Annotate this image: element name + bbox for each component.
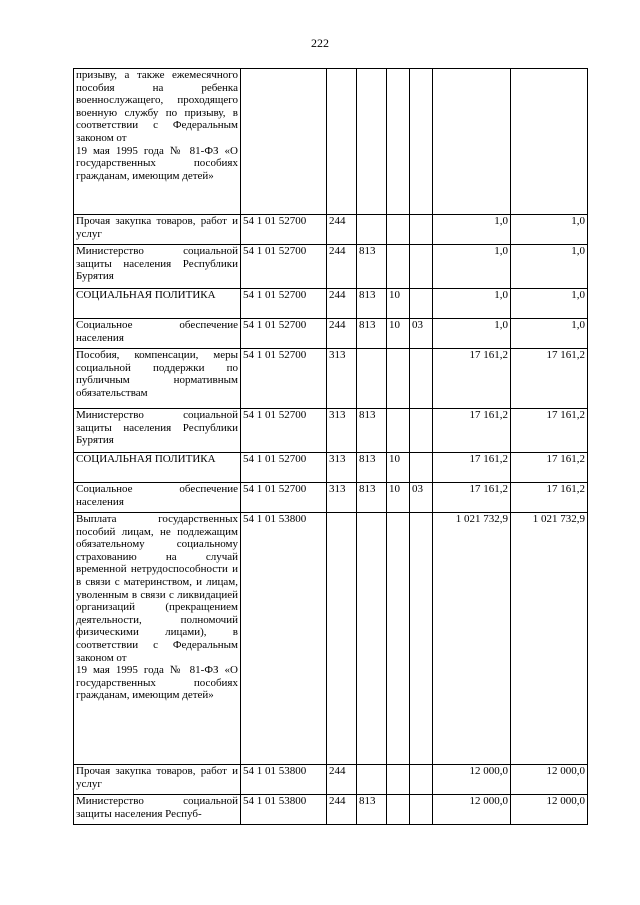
row-administrator-code xyxy=(357,513,387,765)
table-row xyxy=(74,765,588,795)
table-row xyxy=(74,245,588,289)
row-administrator-code: 813 xyxy=(357,483,387,513)
row-target-code: 54 1 01 52700 xyxy=(241,409,327,453)
row-target-code: 54 1 01 52700 xyxy=(241,453,327,483)
row-sum-2: 1,0 xyxy=(511,245,588,289)
row-target-code: 54 1 01 53800 xyxy=(241,765,327,795)
row-expense-type: 244 xyxy=(327,245,357,289)
row-expense-type: 244 xyxy=(327,289,357,319)
row-subsection xyxy=(410,513,433,765)
row-administrator-code: 813 xyxy=(357,319,387,349)
row-subsection xyxy=(410,795,433,825)
budget-table xyxy=(73,68,588,825)
row-sum-1: 1,0 xyxy=(433,289,511,319)
row-subsection xyxy=(410,409,433,453)
row-target-code: 54 1 01 52700 xyxy=(241,483,327,513)
table-row xyxy=(74,513,588,765)
row-expense-type: 244 xyxy=(327,765,357,795)
row-target-code: 54 1 01 52700 xyxy=(241,215,327,245)
row-administrator-code xyxy=(357,69,387,215)
row-expense-type: 244 xyxy=(327,215,357,245)
row-sum-2: 1,0 xyxy=(511,319,588,349)
row-expense-type: 244 xyxy=(327,795,357,825)
row-name: Прочая закупка товаров, работ и услуг xyxy=(74,765,241,795)
row-expense-type: 313 xyxy=(327,349,357,409)
row-sum-1: 17 161,2 xyxy=(433,349,511,409)
row-section xyxy=(387,795,410,825)
row-administrator-code xyxy=(357,349,387,409)
row-name: Социальное обеспечение населения xyxy=(74,319,241,349)
row-section xyxy=(387,765,410,795)
row-sum-2: 1,0 xyxy=(511,215,588,245)
row-administrator-code: 813 xyxy=(357,245,387,289)
row-target-code: 54 1 01 52700 xyxy=(241,349,327,409)
row-name: СОЦИАЛЬНАЯ ПОЛИТИКА xyxy=(74,289,241,319)
row-subsection xyxy=(410,245,433,289)
row-section: 10 xyxy=(387,453,410,483)
table-row xyxy=(74,69,588,215)
row-subsection xyxy=(410,453,433,483)
table-row xyxy=(74,453,588,483)
row-expense-type: 313 xyxy=(327,409,357,453)
row-sum-2: 12 000,0 xyxy=(511,795,588,825)
table-row xyxy=(74,409,588,453)
row-expense-type xyxy=(327,513,357,765)
row-administrator-code: 813 xyxy=(357,409,387,453)
table-row xyxy=(74,795,588,825)
row-sum-1 xyxy=(433,69,511,215)
table-row xyxy=(74,483,588,513)
row-subsection xyxy=(410,289,433,319)
row-administrator-code xyxy=(357,215,387,245)
table-row xyxy=(74,215,588,245)
row-name: Министерство социальной защиты населения Республики Бурятия xyxy=(74,245,241,289)
row-target-code: 54 1 01 52700 xyxy=(241,289,327,319)
row-subsection: 03 xyxy=(410,483,433,513)
row-sum-2: 1 021 732,9 xyxy=(511,513,588,765)
row-subsection xyxy=(410,215,433,245)
row-target-code: 54 1 01 52700 xyxy=(241,245,327,289)
row-sum-1: 12 000,0 xyxy=(433,765,511,795)
row-section xyxy=(387,215,410,245)
row-section xyxy=(387,69,410,215)
table-row xyxy=(74,319,588,349)
row-name: Прочая закупка товаров, работ и услуг xyxy=(74,215,241,245)
row-expense-type xyxy=(327,69,357,215)
row-subsection: 03 xyxy=(410,319,433,349)
row-target-code: 54 1 01 53800 xyxy=(241,795,327,825)
row-name: призыву, а также ежемесячного пособия на ребенка военнослужащего, проходящего военную службу по призыву, в соответствии с Федеральным законом от 19 мая 1995 года № 81-ФЗ «О государственных пособиях гражданам, имеющим детей» xyxy=(74,69,241,215)
row-sum-1: 1,0 xyxy=(433,245,511,289)
row-name: Министерство социальной защиты населения Республики Бурятия xyxy=(74,409,241,453)
row-sum-1: 1,0 xyxy=(433,319,511,349)
row-name: Выплата государственных пособий лицам, не подлежащим обязательному социальному страхованию на случай временной нетрудоспособности и в связи с материнством, и лицам, уволенным в связи с ликвидацией организаций (прекращением деятельности, полномочий физическими лицами), в соответствии с Федеральным законом от 19 мая 1995 года № 81-ФЗ «О государственных пособиях гражданам, имеющим детей» xyxy=(74,513,241,765)
row-section: 10 xyxy=(387,319,410,349)
row-subsection xyxy=(410,349,433,409)
page-number: 222 xyxy=(311,36,329,50)
row-name: Министерство социальной защиты населения Респуб- xyxy=(74,795,241,825)
row-sum-2 xyxy=(511,69,588,215)
row-section: 10 xyxy=(387,483,410,513)
table-row xyxy=(74,289,588,319)
row-administrator-code xyxy=(357,765,387,795)
row-subsection xyxy=(410,765,433,795)
row-subsection xyxy=(410,69,433,215)
row-sum-1: 17 161,2 xyxy=(433,483,511,513)
row-sum-2: 17 161,2 xyxy=(511,349,588,409)
row-sum-2: 1,0 xyxy=(511,289,588,319)
row-administrator-code: 813 xyxy=(357,453,387,483)
row-name: СОЦИАЛЬНАЯ ПОЛИТИКА xyxy=(74,453,241,483)
row-expense-type: 313 xyxy=(327,453,357,483)
row-section xyxy=(387,409,410,453)
row-sum-1: 1,0 xyxy=(433,215,511,245)
row-name: Социальное обеспечение населения xyxy=(74,483,241,513)
row-section xyxy=(387,349,410,409)
row-sum-1: 17 161,2 xyxy=(433,453,511,483)
row-section xyxy=(387,513,410,765)
row-sum-2: 17 161,2 xyxy=(511,409,588,453)
row-target-code: 54 1 01 52700 xyxy=(241,319,327,349)
row-sum-1: 12 000,0 xyxy=(433,795,511,825)
row-sum-1: 1 021 732,9 xyxy=(433,513,511,765)
row-expense-type: 244 xyxy=(327,319,357,349)
row-expense-type: 313 xyxy=(327,483,357,513)
table-row xyxy=(74,349,588,409)
row-section: 10 xyxy=(387,289,410,319)
row-section xyxy=(387,245,410,289)
row-sum-2: 12 000,0 xyxy=(511,765,588,795)
row-administrator-code: 813 xyxy=(357,289,387,319)
row-target-code: 54 1 01 53800 xyxy=(241,513,327,765)
row-sum-2: 17 161,2 xyxy=(511,453,588,483)
row-administrator-code: 813 xyxy=(357,795,387,825)
row-target-code xyxy=(241,69,327,215)
row-sum-2: 17 161,2 xyxy=(511,483,588,513)
row-name: Пособия, компенсации, меры социальной поддержки по публичным нормативным обязательствам xyxy=(74,349,241,409)
row-sum-1: 17 161,2 xyxy=(433,409,511,453)
